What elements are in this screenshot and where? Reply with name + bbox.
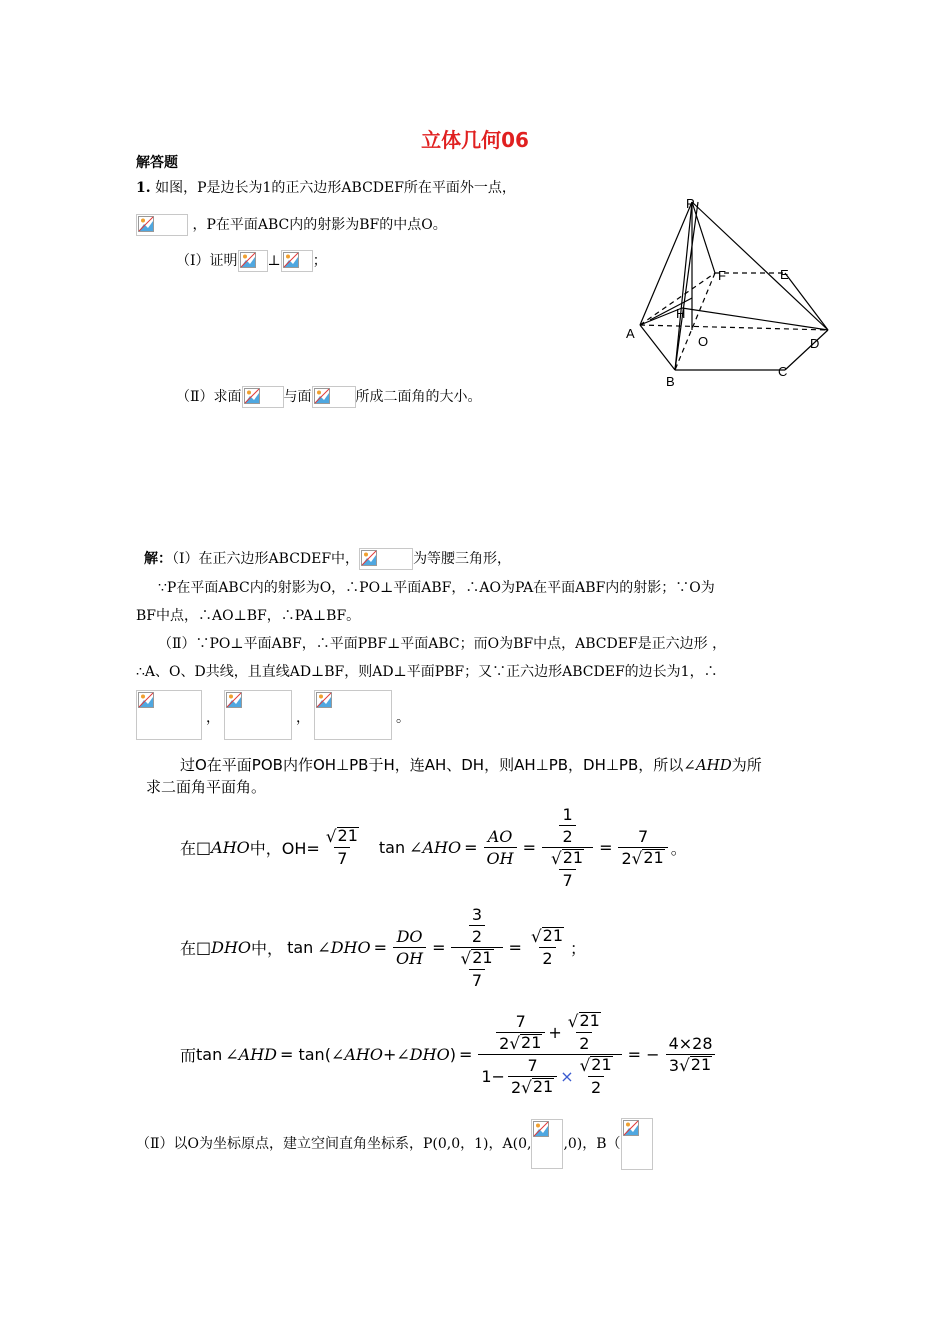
broken-image-icon — [359, 548, 413, 570]
m2-box: □ — [196, 937, 212, 957]
m2-tri: DHO — [211, 937, 252, 957]
result-fraction: 7 2 √ 21 — [618, 827, 667, 868]
m1-d7: 7 — [334, 847, 350, 868]
m1-tri: AHO — [211, 837, 250, 857]
m2-three: 3 — [471, 904, 483, 924]
label-a: A — [626, 326, 635, 341]
m2-end: ； — [570, 938, 587, 958]
m2-eq3: = — [508, 937, 522, 957]
m3-two4: 2 — [588, 1076, 604, 1097]
m1-eq3: = — [599, 837, 613, 857]
m1-box: □ — [196, 837, 212, 857]
solution-line-8: 求二面角平面角。 — [146, 778, 267, 796]
problem-part-1 — [176, 250, 327, 272]
m3-seven2: 7 — [527, 1055, 538, 1075]
m3-two2: 2 — [576, 1032, 592, 1053]
solution-line-4: （Ⅱ）∵PO⊥平面ABF，∴平面PBF⊥平面ABC；而O为BF中点，ABCDEF是正六边形 ， — [158, 636, 727, 652]
part2-mid: 与面 — [283, 389, 312, 405]
problem-line-1 — [136, 178, 516, 198]
solution-s1b: 为等腰三角形， — [413, 551, 512, 567]
m1-ao: AO — [487, 826, 513, 846]
angle-ahd: ∠AHD — [683, 756, 732, 774]
do-oh-fraction — [393, 927, 426, 968]
s6a: 过O在平面POB内作OH⊥PB于H，连AH、DH，则AH⊥PB，DH⊥PB，所以 — [180, 756, 684, 774]
m2-r21b: 21 — [542, 925, 564, 945]
m3-two: 2 — [499, 1033, 510, 1053]
m2-pre: 在 — [180, 938, 197, 958]
broken-image-icon — [238, 250, 268, 272]
broken-image-icon — [224, 690, 292, 740]
part2-prefix: （Ⅱ）求面 — [176, 389, 242, 405]
problem-part-2 — [176, 386, 482, 408]
m3-close: ) — [449, 1044, 456, 1064]
m3-one: 1− — [481, 1066, 505, 1086]
m2-tan: tan — [287, 937, 314, 957]
m1-r21c: 21 — [643, 847, 664, 867]
m3-x: × — [678, 1033, 693, 1053]
m1-eq: = — [464, 837, 478, 857]
m3-mid: = tan( — [279, 1044, 331, 1064]
m3-eq: = — [458, 1044, 473, 1064]
m3-tan: tan — [196, 1044, 223, 1064]
comma: ， — [296, 710, 310, 726]
m1-tan: tan — [378, 837, 406, 857]
broken-image-icon — [531, 1119, 563, 1169]
compound-fraction-2: $\frac{3}{2}$ √ 21 7 — [451, 905, 502, 990]
m3-a2: ∠DHO — [396, 1044, 450, 1064]
solution-line-3: BF中点，∴AO⊥BF，∴PA⊥BF。 — [136, 608, 361, 624]
m1-two2: 2 — [621, 848, 632, 868]
m2-eq2: = — [432, 937, 446, 957]
oh-fraction: √ 21 7 — [325, 825, 358, 868]
math-dho-line — [180, 900, 586, 994]
m2-mid: 中， — [251, 938, 284, 958]
m3-ang: ∠AHD — [225, 1044, 277, 1064]
m3-r21b: 21 — [579, 1010, 600, 1030]
problem-text-1: 如图，P是边长为1的正六边形ABCDEF所在平面外一点， — [155, 180, 516, 196]
m3-a1: ∠AHO — [330, 1044, 383, 1064]
m2-eq: = — [373, 937, 387, 957]
solution-line-7 — [180, 754, 762, 775]
solution-line-5: ∴A、O、D共线，且直线AD⊥BF，则AD⊥平面PBF；又∵正六边形ABCDEF的边长为1，∴ — [136, 664, 718, 680]
m1-one: 1 — [562, 804, 573, 824]
m2-two: 2 — [469, 925, 485, 946]
m3-three: 3 — [668, 1055, 680, 1075]
label-h: H — [676, 306, 686, 321]
m3-plus: + — [382, 1044, 397, 1064]
m3-r21e: 21 — [690, 1054, 712, 1074]
m1-seven: 7 — [638, 826, 649, 846]
solution-line-2: ∵P在平面ABC内的射影为O，∴PO⊥平面ABF，∴AO为PA在平面ABF内的射影；∵O为 — [158, 580, 715, 596]
broken-image-icon — [242, 386, 284, 408]
part1-suffix: ； — [312, 253, 327, 269]
m2-two2: 2 — [539, 947, 555, 968]
broken-image-icon — [136, 690, 202, 740]
solution-line-1 — [144, 548, 511, 570]
problem-line-2 — [136, 214, 447, 236]
solution-line-6 — [136, 690, 414, 740]
part2-suffix: 所成二面角的大小。 — [355, 389, 482, 405]
m2-seven: 7 — [469, 969, 485, 990]
m3-times: × — [560, 1066, 574, 1086]
m3-plus2: + — [548, 1022, 562, 1042]
m1-eq2: = — [522, 837, 537, 857]
s7b: ,0)，B（ — [563, 1136, 621, 1152]
m3-four: 4 — [668, 1033, 679, 1053]
label-c: C — [778, 364, 788, 379]
broken-image-icon — [314, 690, 392, 740]
m3-seven: 7 — [515, 1011, 526, 1031]
s7a: （Ⅱ）以O为坐标原点，建立空间直角坐标系，P(0,0，1)，A(0, — [136, 1136, 532, 1152]
m1-oh: OH — [484, 847, 517, 868]
m3-r21: 21 — [521, 1032, 542, 1052]
label-p: P — [686, 196, 695, 211]
section-heading: 解答题 — [136, 155, 178, 171]
label-o: O — [698, 334, 709, 349]
label-e: E — [780, 267, 789, 282]
m3-r21d: 21 — [591, 1054, 612, 1074]
math-ahо-line — [180, 800, 687, 894]
pyramid-figure — [620, 190, 840, 390]
broken-image-icon — [312, 386, 356, 408]
m2-oh: OH — [393, 947, 426, 968]
comma: ， — [206, 710, 220, 726]
problem-text-2: ，P在平面ABC内的射影为BF的中点O。 — [192, 217, 447, 233]
m2-r21: 21 — [472, 947, 493, 967]
part1-prefix: （Ⅰ）证明 — [176, 253, 238, 269]
m1-pre: 在 — [180, 838, 197, 858]
m3-pre: 而 — [180, 1045, 197, 1065]
m1-ang: ∠AHO — [409, 837, 462, 857]
math-ahd-line — [180, 1004, 719, 1104]
s6b: 为所 — [731, 756, 762, 774]
final-fraction: 4×28 3 √ 21 — [666, 1034, 716, 1075]
label-b: B — [666, 374, 675, 389]
compound-fraction: $\frac{1}{2}$ √ 21 7 — [542, 805, 593, 890]
big-fraction: 7 2 √ 21 + √ 21 2 1− 7 2 √ 21 × √ 21 2 — [478, 1012, 621, 1097]
solution-s1: （Ⅰ）在正六边形ABCDEF中， — [172, 551, 360, 567]
result-fraction-2: √ 21 2 — [530, 925, 564, 968]
ao-oh-fraction — [484, 827, 517, 868]
m3-r21c: 21 — [532, 1076, 554, 1096]
perp-symbol: ⊥ — [267, 253, 281, 269]
page-title: 立体几何06 — [421, 128, 529, 152]
m2-ang: ∠DHO — [317, 937, 371, 957]
solution-label: 解： — [144, 551, 172, 567]
broken-image-icon — [281, 250, 313, 272]
broken-image-icon — [621, 1118, 653, 1170]
m3-n28: 28 — [692, 1033, 713, 1053]
problem-number: 1. — [136, 180, 151, 196]
m1-r21: 21 — [337, 825, 358, 845]
m1-two: 2 — [559, 825, 575, 846]
m1-end: 。 — [670, 838, 687, 858]
m1-d7b: 7 — [559, 869, 575, 890]
solution-line-last — [136, 1118, 653, 1170]
period: 。 — [396, 710, 410, 726]
m2-do: DO — [396, 926, 423, 946]
label-f: F — [718, 268, 726, 283]
m1-r21b: 21 — [562, 847, 584, 867]
m3-minus: = − — [627, 1044, 660, 1064]
m1-mid: 中，OH= — [249, 838, 320, 858]
m3-two3: 2 — [510, 1077, 522, 1097]
label-d: D — [810, 336, 820, 351]
broken-image-icon — [136, 214, 188, 236]
